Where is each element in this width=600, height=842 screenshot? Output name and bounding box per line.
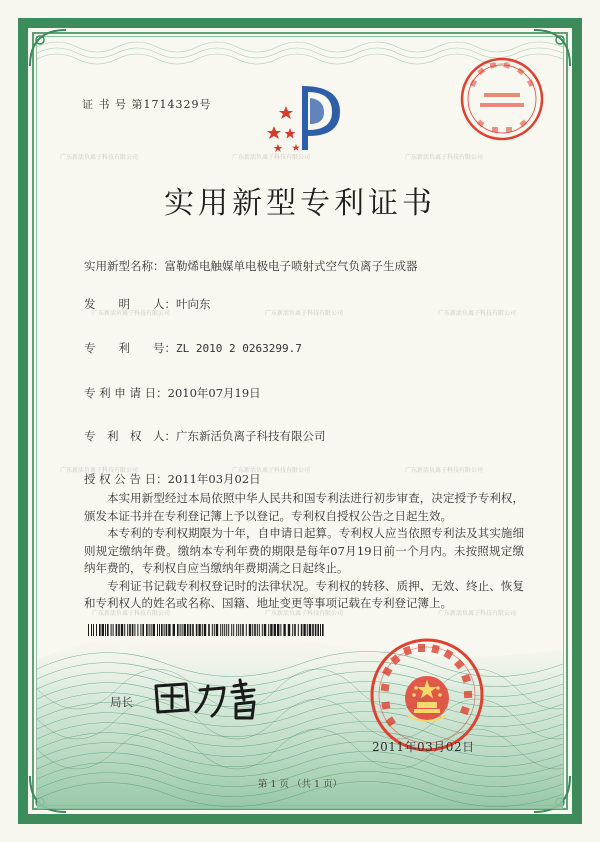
barcode-bar [254,624,256,636]
barcode-bar [102,624,104,636]
barcode-bar [173,624,175,636]
barcode-bar [246,624,247,636]
barcode-bar [127,624,128,636]
certificate-number-label: 证 书 号 [82,98,127,111]
barcode-bar [298,624,299,636]
barcode-bar [182,624,183,636]
field-label: 专 利 申 请 日： [84,386,168,400]
barcode-bar [151,624,152,636]
barcode-bar [220,624,221,636]
barcode-bar [288,624,290,636]
watermark: 广东新活负离子科技有限公司 [60,467,139,474]
barcode-bar [222,624,223,636]
barcode-bar [252,624,253,636]
barcode-bar [93,624,94,636]
barcode-bar [242,624,244,636]
barcode-bar [107,624,109,636]
barcode-bar [132,624,134,636]
barcode-bar [301,624,303,636]
issue-date: 2011年03月02日 [372,740,475,754]
barcode-bar [270,624,272,636]
watermark: 广东新活负离子科技有限公司 [438,310,517,317]
barcode-bar [111,624,112,636]
barcode-bar [303,624,305,636]
barcode-bar [124,624,125,636]
cnipa-official-seal [368,636,486,754]
watermark: 广东新活负离子科技有限公司 [92,310,171,317]
field-value: 2011年03月02日 [167,472,261,486]
field-label: 授 权 公 告 日： [84,472,168,486]
inventor-field [84,296,211,312]
director-label: 局长 [110,695,133,709]
barcode-bar [283,624,285,636]
certificate-title: 实用新型专利证书 [164,186,436,221]
barcode-bar [238,624,239,636]
barcode-bar [159,624,160,636]
watermark: 广东新活负离子科技有限公司 [438,610,517,617]
barcode-bar [259,624,260,636]
barcode-bar [177,624,179,636]
watermark: 广东新活负离子科技有限公司 [60,154,139,161]
body-paragraph: 专利证书记载专利权登记时的法律状况。专利权的转移、质押、无效、终止、恢复和专利权人的姓名或名称、国籍、地址变更等事项记载在专利登记簿上。 [84,578,524,610]
barcode-bar [113,624,114,636]
barcode-bar [118,624,120,636]
patent-number-field [84,340,302,356]
watermark: 广东新活负离子科技有限公司 [265,310,344,317]
field-value: ZL 2010 2 0263299.7 [176,342,302,355]
barcode-bar [240,624,241,636]
barcode-bar [277,624,279,636]
grant-date-field [84,471,261,487]
certificate-body [84,490,524,613]
barcode-bar [294,624,296,636]
barcode-bar [142,624,144,636]
barcode-bar [226,624,227,636]
barcode-bar [320,624,321,636]
barcode-bar [262,624,263,636]
utility-model-name-field [84,258,418,274]
barcode-bar [99,624,101,636]
field-label: 专 利 号： [84,341,176,355]
barcode-bar [233,624,234,636]
field-value: 广东新活负离子科技有限公司 [176,429,326,443]
barcode-bar [146,624,148,636]
barcode-bar [116,624,118,636]
barcode-bar [166,624,168,636]
barcode-bar [192,624,194,636]
barcode-bar [96,624,97,636]
watermark: 广东新活负离子科技有限公司 [92,610,171,617]
barcode-bar [208,624,210,636]
barcode-bar [249,624,251,636]
page-indicator: 第 1 页 （共 1 页） [257,779,343,790]
barcode-bar [307,624,308,636]
field-value: 2010年07月19日 [167,386,261,400]
watermark: 广东新活负离子科技有限公司 [405,467,484,474]
barcode-bar [315,624,317,636]
watermark: 广东新活负离子科技有限公司 [232,467,311,474]
barcode-bar [204,624,206,636]
barcode-bar [157,624,158,636]
barcode-bar [212,624,213,636]
barcode-bar [149,624,150,636]
barcode-bar [216,624,218,636]
barcode-bar [140,624,141,636]
patentee-field [84,428,326,444]
barcode-bar [190,624,192,636]
barcode-bar [257,624,258,636]
barcode-bar [168,624,170,636]
barcode-bar [224,624,225,636]
barcode-bar [322,624,324,636]
filing-date-field [84,385,261,401]
body-paragraph: 本专利的专利权期限为十年，自申请日起算。专利权人应当依照专利法及其实施细则规定缴纳年费。缴纳本专利年费的期限是每年07月19日前一个月内。未按照规定缴纳年费的，专利权自应当缴纳年费期满之日起终止。 [84,526,524,575]
barcode-bar [137,624,138,636]
barcode-bar [161,624,163,636]
director-signature [148,676,278,722]
patent-office-logo [256,78,352,158]
barcode-bar [317,624,319,636]
field-label: 发 明 人： [84,297,176,311]
tax-seal-stamp [458,55,546,143]
field-value: 富勒烯电触媒单电极电子喷射式空气负离子生成器 [164,259,418,273]
field-value: 叶向东 [176,297,211,311]
watermark: 广东新活负离子科技有限公司 [232,154,311,161]
barcode-bar [196,624,198,636]
barcode-bar [198,624,200,636]
barcode-bar [228,624,229,636]
barcode-bar [309,624,311,636]
barcode-bar [312,624,314,636]
barcode-bar [214,624,215,636]
barcode-bar [202,624,203,636]
barcode-bar [129,624,131,636]
certificate-number-value: 第1714329号 [131,98,212,111]
watermark: 广东新活负离子科技有限公司 [405,154,484,161]
barcode-bar [274,624,276,636]
barcode-bar [268,624,269,636]
barcode-bar [184,624,186,636]
barcode-bar [292,624,293,636]
watermark: 广东新活负离子科技有限公司 [265,610,344,617]
certificate-number [82,96,212,112]
barcode-bar [134,624,135,636]
barcode-bar [187,624,189,636]
barcode-bar [91,624,92,636]
field-label: 专 利 权 人： [84,429,176,443]
barcode-bar [105,624,106,636]
body-paragraph: 本实用新型经过本局依照中华人民共和国专利法进行初步审查，决定授予专利权，颁发本证书并在专利登记簿上予以登记。专利权自授权公告之日起生效。 [84,491,524,523]
barcode-bar [153,624,155,636]
barcode-bar [236,624,237,636]
barcode-bar [280,624,281,636]
barcode [88,624,328,636]
barcode-bar [264,624,266,636]
barcode-bar [164,624,165,636]
barcode-bar [180,624,181,636]
barcode-bar [231,624,232,636]
barcode-bar [121,624,123,636]
field-label: 实用新型名称： [84,259,165,273]
barcode-bar [88,624,89,636]
